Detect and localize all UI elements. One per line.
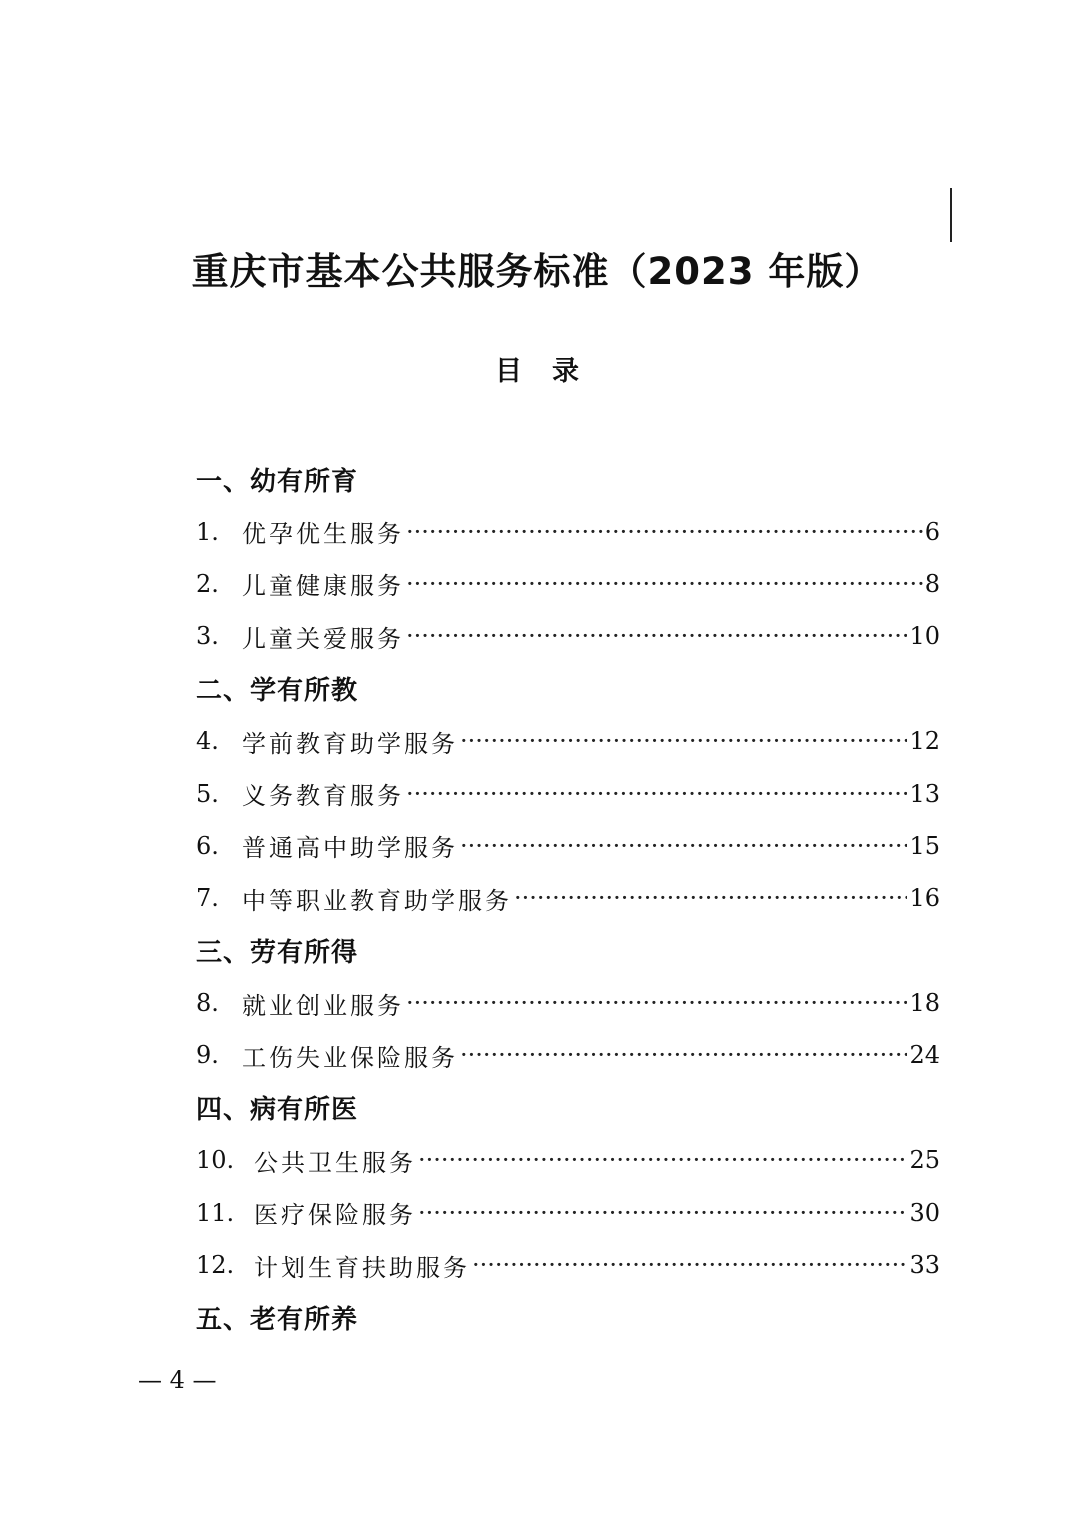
toc-entry[interactable] [196, 1029, 940, 1081]
toc-entry-page: 16 [909, 884, 940, 913]
toc-entry-label: 普通高中助学服务 [242, 834, 458, 863]
toc-heading-text: 目录 [495, 356, 609, 387]
toc-section-heading [196, 1291, 940, 1343]
toc-entry-page: 13 [909, 779, 940, 808]
toc-entry-number: 6. [196, 831, 219, 860]
document-title: 重庆市基本公共服务标准（2023 年版） [191, 250, 883, 293]
dot-leader [472, 1251, 907, 1279]
toc-entry-page: 10 [909, 622, 940, 651]
toc-entry-label: 中等职业教育助学服务 [242, 886, 512, 915]
toc-section-heading [196, 925, 940, 977]
dot-leader [460, 832, 907, 860]
toc-entry-number: 10. [196, 1146, 235, 1175]
dot-leader [460, 1041, 907, 1069]
toc-section-label: 三、劳有所得 [196, 938, 359, 969]
toc-entry-number: 12. [196, 1251, 235, 1280]
page-number: — 4 — [138, 1366, 217, 1394]
dot-leader [514, 884, 907, 912]
toc-entry-number: 8. [196, 989, 219, 1018]
toc-entry-page: 25 [909, 1146, 940, 1175]
dot-leader [406, 622, 907, 650]
toc-entry-label: 学前教育助学服务 [242, 729, 458, 758]
toc-entry[interactable] [196, 558, 940, 610]
toc-heading [0, 350, 1074, 394]
toc-entry[interactable] [196, 820, 940, 872]
toc-entry[interactable] [196, 1134, 940, 1186]
toc-entry-label: 儿童关爱服务 [242, 624, 404, 653]
toc-entry[interactable] [196, 1186, 940, 1238]
toc-entry-number: 9. [196, 1041, 219, 1070]
toc-entry[interactable] [196, 610, 940, 662]
toc-section-heading [196, 1082, 940, 1134]
toc-entry-page: 30 [909, 1198, 940, 1227]
toc-entry-label: 工伤失业保险服务 [242, 1043, 458, 1072]
toc-entry-label: 就业创业服务 [242, 991, 404, 1020]
toc-entry-number: 1. [196, 517, 219, 546]
dot-leader [418, 1146, 907, 1174]
toc-section-label: 四、病有所医 [196, 1095, 359, 1126]
table-of-contents [196, 453, 940, 1344]
dot-leader [460, 727, 907, 755]
toc-entry-page: 24 [909, 1041, 940, 1070]
toc-entry-number: 7. [196, 884, 219, 913]
toc-entry-number: 4. [196, 727, 219, 756]
dot-leader [406, 780, 907, 808]
toc-section-heading [196, 663, 940, 715]
toc-entry-label: 优孕优生服务 [242, 520, 404, 549]
toc-entry[interactable] [196, 505, 940, 557]
toc-entry-label: 义务教育服务 [242, 782, 404, 811]
toc-entry-page: 18 [909, 989, 940, 1018]
dot-leader [406, 989, 907, 1017]
toc-entry[interactable] [196, 872, 940, 924]
toc-section-label: 一、幼有所育 [196, 466, 359, 497]
toc-entry-page: 33 [909, 1251, 940, 1280]
toc-entry[interactable] [196, 1239, 940, 1291]
toc-entry-number: 3. [196, 622, 219, 651]
toc-section-label: 五、老有所养 [196, 1304, 359, 1335]
toc-section-heading [196, 453, 940, 505]
dot-leader [406, 518, 923, 546]
toc-entry-page: 12 [909, 727, 940, 756]
toc-entry[interactable] [196, 767, 940, 819]
toc-entry-number: 11. [196, 1198, 235, 1227]
toc-entry-page: 8 [924, 569, 940, 598]
margin-rule [950, 188, 952, 242]
toc-entry[interactable] [196, 715, 940, 767]
toc-entry-number: 5. [196, 779, 219, 808]
toc-entry-number: 2. [196, 569, 219, 598]
toc-entry-label: 医疗保险服务 [254, 1201, 416, 1230]
toc-entry-label: 计划生育扶助服务 [254, 1253, 470, 1282]
toc-section-label: 二、学有所教 [196, 676, 359, 707]
toc-entry[interactable] [196, 977, 940, 1029]
toc-entry-page: 6 [924, 517, 940, 546]
toc-entry-label: 儿童健康服务 [242, 572, 404, 601]
toc-entry-page: 15 [909, 831, 940, 860]
dot-leader [406, 570, 923, 598]
dot-leader [418, 1199, 907, 1227]
toc-entry-label: 公共卫生服务 [254, 1148, 416, 1177]
